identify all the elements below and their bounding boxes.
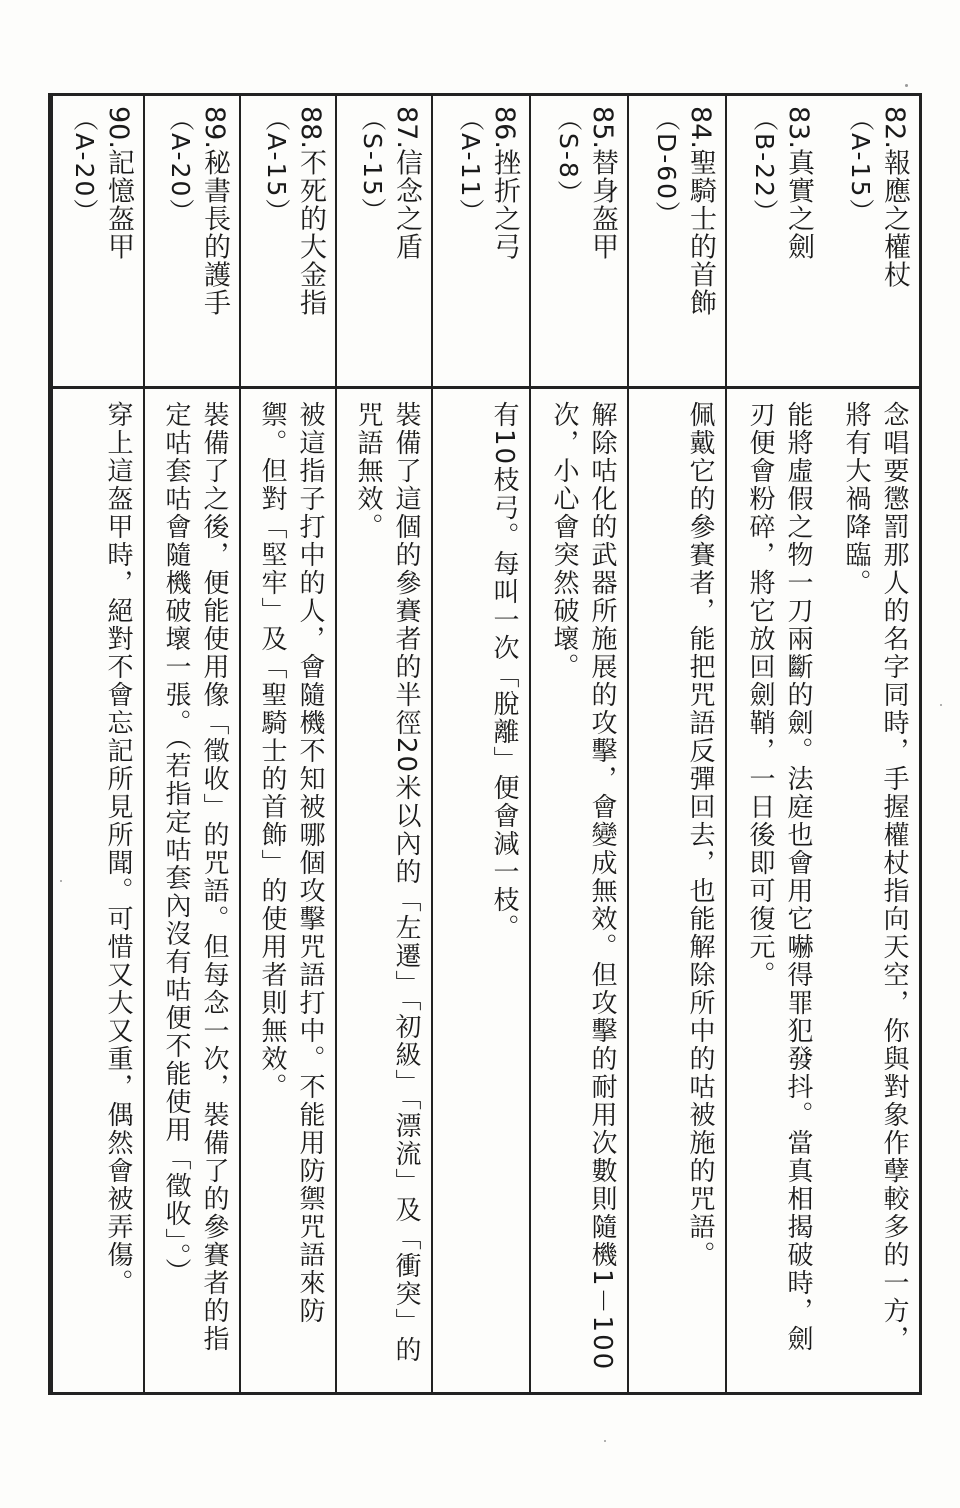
scan-speck	[604, 1440, 606, 1442]
item-name: 挫折之弓	[489, 148, 520, 261]
item-code: （A-20）	[166, 106, 195, 226]
item-code: （S-8）	[554, 106, 583, 207]
item-code: （S-15）	[358, 106, 387, 225]
scan-speck	[60, 880, 62, 882]
table-row	[239, 96, 335, 1392]
scan-speck	[905, 84, 908, 87]
table-row	[431, 96, 529, 1392]
item-name-cell	[531, 96, 627, 386]
item-code: （D-60）	[652, 106, 681, 229]
item-number: 84.	[685, 106, 716, 149]
item-number: 83.	[783, 106, 814, 149]
item-name-cell	[145, 96, 239, 386]
item-name-cell	[823, 96, 919, 386]
table-row	[51, 96, 143, 1392]
item-name-cell	[727, 96, 823, 386]
table-row	[627, 96, 725, 1392]
item-description: 裝備了之後，便能使用像「徵收」的咒語。但每念一次，裝備了的參賽者的指定咕套咕會隨機破壞一張。（若指定咕套內沒有咕便不能使用「徵收」。）	[161, 401, 229, 1353]
item-code: （A-15）	[262, 106, 291, 226]
item-name-cell	[53, 96, 143, 386]
item-description: 被這指子打中的人，會隨機不知被哪個攻擊咒語打中。不能用防禦咒語來防禦。但對「堅牢」及「聖騎士的首飾」的使用者則無效。	[257, 401, 325, 1325]
item-description: 解除咕化的武器所施展的攻擊，會變成無效。但攻擊的耐用次數則隨機1－100次，小心會突然破壞。	[549, 401, 617, 1372]
item-code: （A-15）	[846, 106, 875, 226]
item-number: 87.	[391, 106, 422, 149]
item-name-cell	[433, 96, 529, 386]
item-name: 秘書長的護手	[199, 148, 230, 317]
item-description: 佩戴它的參賽者，能把咒語反彈回去，也能解除所中的咕被施的咒語。	[685, 401, 715, 1269]
item-number: 86.	[489, 106, 520, 149]
item-description: 裝備了這個的參賽者的半徑20米以內的「左遷」「初級」「漂流」及「衝突」的咒語無效。	[353, 401, 421, 1365]
table-row	[335, 96, 431, 1392]
item-name-cell	[241, 96, 335, 386]
table-row	[143, 96, 239, 1392]
item-name-cell	[337, 96, 431, 386]
item-name-cell	[629, 96, 725, 386]
item-name: 不死的大金指	[295, 148, 326, 317]
item-name: 報應之權杖	[879, 148, 910, 289]
item-description: 能將虛假之物一刀兩斷的劍。法庭也會用它嚇得罪犯發抖。當真相揭破時，劍刃便會粉碎，將它放回劍鞘，一日後即可復元。	[745, 401, 813, 1353]
item-description: 有10枝弓。每叫一次「脫離」便會減一枝。	[489, 401, 519, 943]
item-number: 88.	[295, 106, 326, 149]
item-description: 念唱要懲罰那人的名字同時，手握權杖指向天空，你與對象作孽較多的一方，將有大禍降臨。	[841, 401, 909, 1353]
scan-speck	[940, 704, 942, 706]
item-number: 89.	[199, 106, 230, 149]
item-table	[48, 93, 922, 1395]
item-code: （A-20）	[70, 106, 99, 226]
item-name: 替身盔甲	[587, 148, 618, 261]
item-name: 記憶盔甲	[103, 148, 134, 261]
item-name: 聖騎士的首飾	[685, 148, 716, 317]
item-description: 穿上這盔甲時，絕對不會忘記所見所聞。可惜又大又重，偶然會被弄傷。	[103, 401, 133, 1297]
item-code: （B-22）	[750, 106, 779, 226]
item-number: 85.	[587, 106, 618, 149]
item-number: 90.	[103, 106, 134, 149]
item-number: 82.	[879, 106, 910, 149]
table-row	[725, 96, 823, 1392]
table-row	[529, 96, 627, 1392]
item-name: 信念之盾	[391, 148, 422, 261]
item-name: 真實之劍	[783, 148, 814, 261]
item-code: （A-11）	[456, 106, 485, 226]
table-row	[823, 96, 919, 1392]
